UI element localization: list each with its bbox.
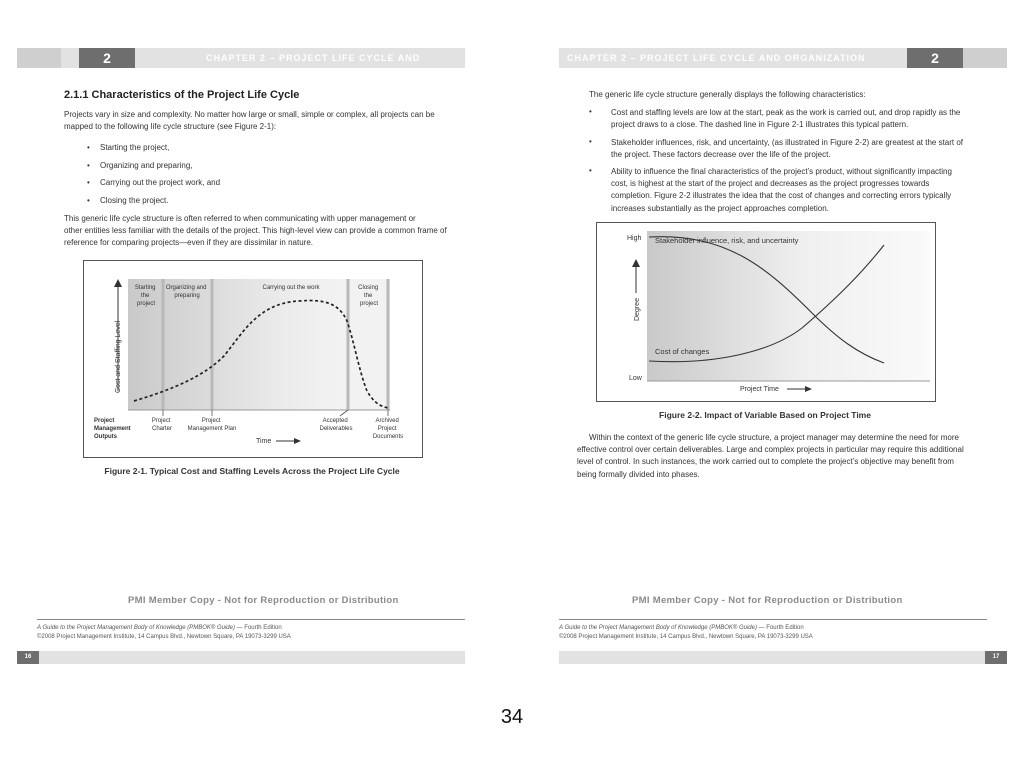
phase-label-line: preparing [174,293,200,299]
right-intro: The generic life cycle structure generally displays the following characteristics: [589,90,866,99]
figure-2-2-caption: Figure 2-2. Impact of Variable Based on Project Time [659,410,871,420]
phase-label-line: Organizing and [165,285,207,291]
output-label-line: Archived [375,418,399,424]
phases-paragraph [577,432,989,481]
leader-line [340,410,348,416]
figure-2-2 [596,222,936,402]
paragraph-line: reference for comparing projects—even if they are dissimilar in nature. [64,238,313,248]
page-number-bar [559,651,1007,664]
list-item: • Carrying out the project work, and [87,178,220,196]
x-axis-label: Time [256,438,272,445]
chapter-title: CHAPTER 2 – PROJECT LIFE CYCLE AND ORGANIZATION [567,53,866,63]
y-axis-label: Degree [634,298,641,321]
bullet-line: increases substantially as the project approaches completion. [611,203,829,213]
outputs-title [94,418,132,440]
cost-staffing-diagram [84,261,422,457]
right-arrow-icon [294,438,301,444]
list-item: • Closing the project. [87,196,220,214]
chapter-title: CHAPTER 2 – PROJECT LIFE CYCLE AND ORGANIZATION [206,53,421,83]
bullet-line: cost, is highest at the start of the project and decreases as the project progresses towards [611,179,930,189]
output-label-line: Charter [151,426,173,432]
bullet-line: Stakeholder influences, risk, and uncertainty, (as illustrated in Figure 2-2) are greatest at the start of [611,138,964,147]
phase-label-line: Carrying out the work [262,285,320,291]
phase-label-carrying-out [262,285,320,291]
chapter-number-badge: 2 [907,48,963,68]
bullet-line: Ability to influence the final characteristics of the project’s product, without significantly impacting [611,167,952,176]
up-arrow-icon [632,259,640,267]
guide-title: A Guide to the Project Management Body of Knowledge (PMBOK® Guide) [37,625,235,631]
high-label: High [627,235,642,242]
right-chapter-header [559,48,1007,68]
chapter-number-badge: 2 [79,48,135,68]
bullet-text [611,166,991,215]
footer [559,624,813,641]
bullet-line: the project. These factors decrease over the life of the project. [611,150,831,160]
slide-number: 34 [500,706,524,728]
bullet-line: Cost and staffing levels are low at the start, peak as the work is carried out, and drop rapidly as the [611,108,961,117]
output-label-line: Documents [372,434,404,440]
variable-impact-diagram [597,223,935,401]
left-book-page [17,48,465,668]
figure-2-1-caption: Figure 2-1. Typical Cost and Staffing Levels Across the Project Life Cycle [104,466,400,476]
output-accepted-deliverables [319,418,352,432]
output-label-line: Project [201,418,221,424]
outputs-title-line: Outputs [94,434,117,440]
phase-label-line: the [363,293,373,299]
bullet-line: project draws to a close. The dashed line in Figure 2-1 illustrates this typical pattern. [611,120,909,130]
intro-line: mapped to the following life cycle structure (see Figure 2-1): [64,122,277,132]
low-label: Low [629,375,642,382]
x-axis-label: Project Time [740,386,779,393]
phase-label-line: project [136,301,156,307]
output-label-line: Project [377,426,397,432]
phase-label-line: Closing [358,285,379,291]
output-label-line: Accepted [322,418,348,424]
output-label-line: Project [151,418,171,424]
page-number-bar [17,651,465,664]
output-label-line: Management Plan [187,426,237,432]
outputs-title-line: Management [94,426,131,432]
list-item: • Starting the project, [87,143,220,161]
left-chapter-header [17,48,465,83]
page-number: 16 [17,651,39,664]
phase-label-line: Starting [134,285,156,291]
edition: — Fourth Edition [234,625,282,631]
right-arrow-icon [805,386,812,392]
guide-title: A Guide to the Project Management Body of Knowledge (PMBOK® Guide) [559,625,757,631]
right-book-page: CHAPTER 2 – PROJECT LIFE CYCLE AND ORGANIZATION 2 The generic life cycle structure generally displays the following characteristics: • Cost and staffing levels are low at the start, peak as the work is carried out, and drop rapidly as the project draws to a close. The dashed line in Figure 2-1 illustrates this typical pattern. • Stakeholder influences, risk, and uncertainty, (as illustrated in Figure 2-2) are greatest at the start of the project. These factors decrease over the life of the project. • Ability to influence the final characteristics of the project’s product, without significantly impacting cost, is highest at the start of the project and decreases as the project progresses towards completion. Figure 2-2 illustrates the idea that the cost of changes and correcting errors typically increases substantially as the project approaches completion. High Low Degree Stakeholder influence, risk, and uncertainty Cost of changes Project Time Figure 2-2. Impact of Variable Based on Project Time Within the context of the generic life cycle structure, a project manager may determine the need for more effective control over certain deliverables. Large and complex projects in particular may require this additional level of control. In such instances, the work carried out to complete the project’s objective may benefit from being formally divided into phases. PMI Member Copy - Not for Reproduction or Distribution A Guide to the Project Management Body of Knowledge (PMBOK® Guide) — Fourth Edition ©2008 Project Management Institute, 14 Campus Blvd., Newtown Square, PA 19073-3299 USA 17 [559,48,1007,668]
paragraph-line: being formally divided into phases. [577,469,700,479]
copyright: ©2008 Project Management Institute, 14 Campus Blvd., Newtown Square, PA 19073-3299 USA [559,633,813,640]
paragraph-line: effective control over certain deliverables. Large and complex projects in particular may require this additional [577,445,964,455]
watermark: PMI Member Copy - Not for Reproduction or Distribution [128,595,399,606]
watermark: PMI Member Copy - Not for Reproduction or Distribution [632,595,903,606]
cost-curve-label: Cost of changes [655,347,710,356]
edition: — Fourth Edition [756,625,804,631]
bullet-text [611,107,991,131]
output-archived-documents [373,418,403,440]
phase-label-line: the [140,293,150,299]
output-label-line: Deliverables [319,426,353,432]
list-item: • Organizing and preparing, [87,161,220,179]
up-arrow-icon [114,279,122,287]
copyright: ©2008 Project Management Institute, 14 Campus Blvd., Newtown Square, PA 19073-3299 USA [37,633,291,640]
outputs-title-line: Project [94,418,115,424]
figure-2-1 [83,260,423,458]
footer-rule [37,619,465,620]
output-project-management-plan [188,418,237,432]
plot-background [647,231,930,381]
footer [37,624,291,641]
frame-of-reference-paragraph [64,213,464,250]
stakeholder-curve-label: Stakeholder influence, risk, and uncertainty [655,236,799,245]
life-cycle-list [87,143,220,213]
paragraph-line: Within the context of the generic life cycle structure, a project manager may determine the need for more [589,433,959,442]
footer-rule [559,619,987,620]
page-number: 17 [985,651,1007,664]
section-heading: 2.1.1 Characteristics of the Project Life Cycle [64,89,300,101]
bullet-line: completion. Figure 2-2 illustrates the idea that the cost of changes and correcting errors typically [611,191,952,201]
intro-paragraph [64,109,464,133]
bullet-text [611,137,991,161]
output-project-charter [152,418,172,432]
phase-label-line: project [359,301,379,307]
paragraph-line: This generic life cycle structure is often referred to when communicating with upper management or [64,214,416,223]
paragraph-line: other entities less familiar with the details of the project. This high-level view can provide a common frame of [64,226,447,236]
y-axis-label: Cost and Staffing Level [115,320,122,393]
paragraph-line: level of control. In such instances, the work carried out to complete the project’s objective may benefit from [577,457,954,467]
intro-line: Projects vary in size and complexity. No matter how large or small, simple or complex, all projects can be [64,110,435,119]
